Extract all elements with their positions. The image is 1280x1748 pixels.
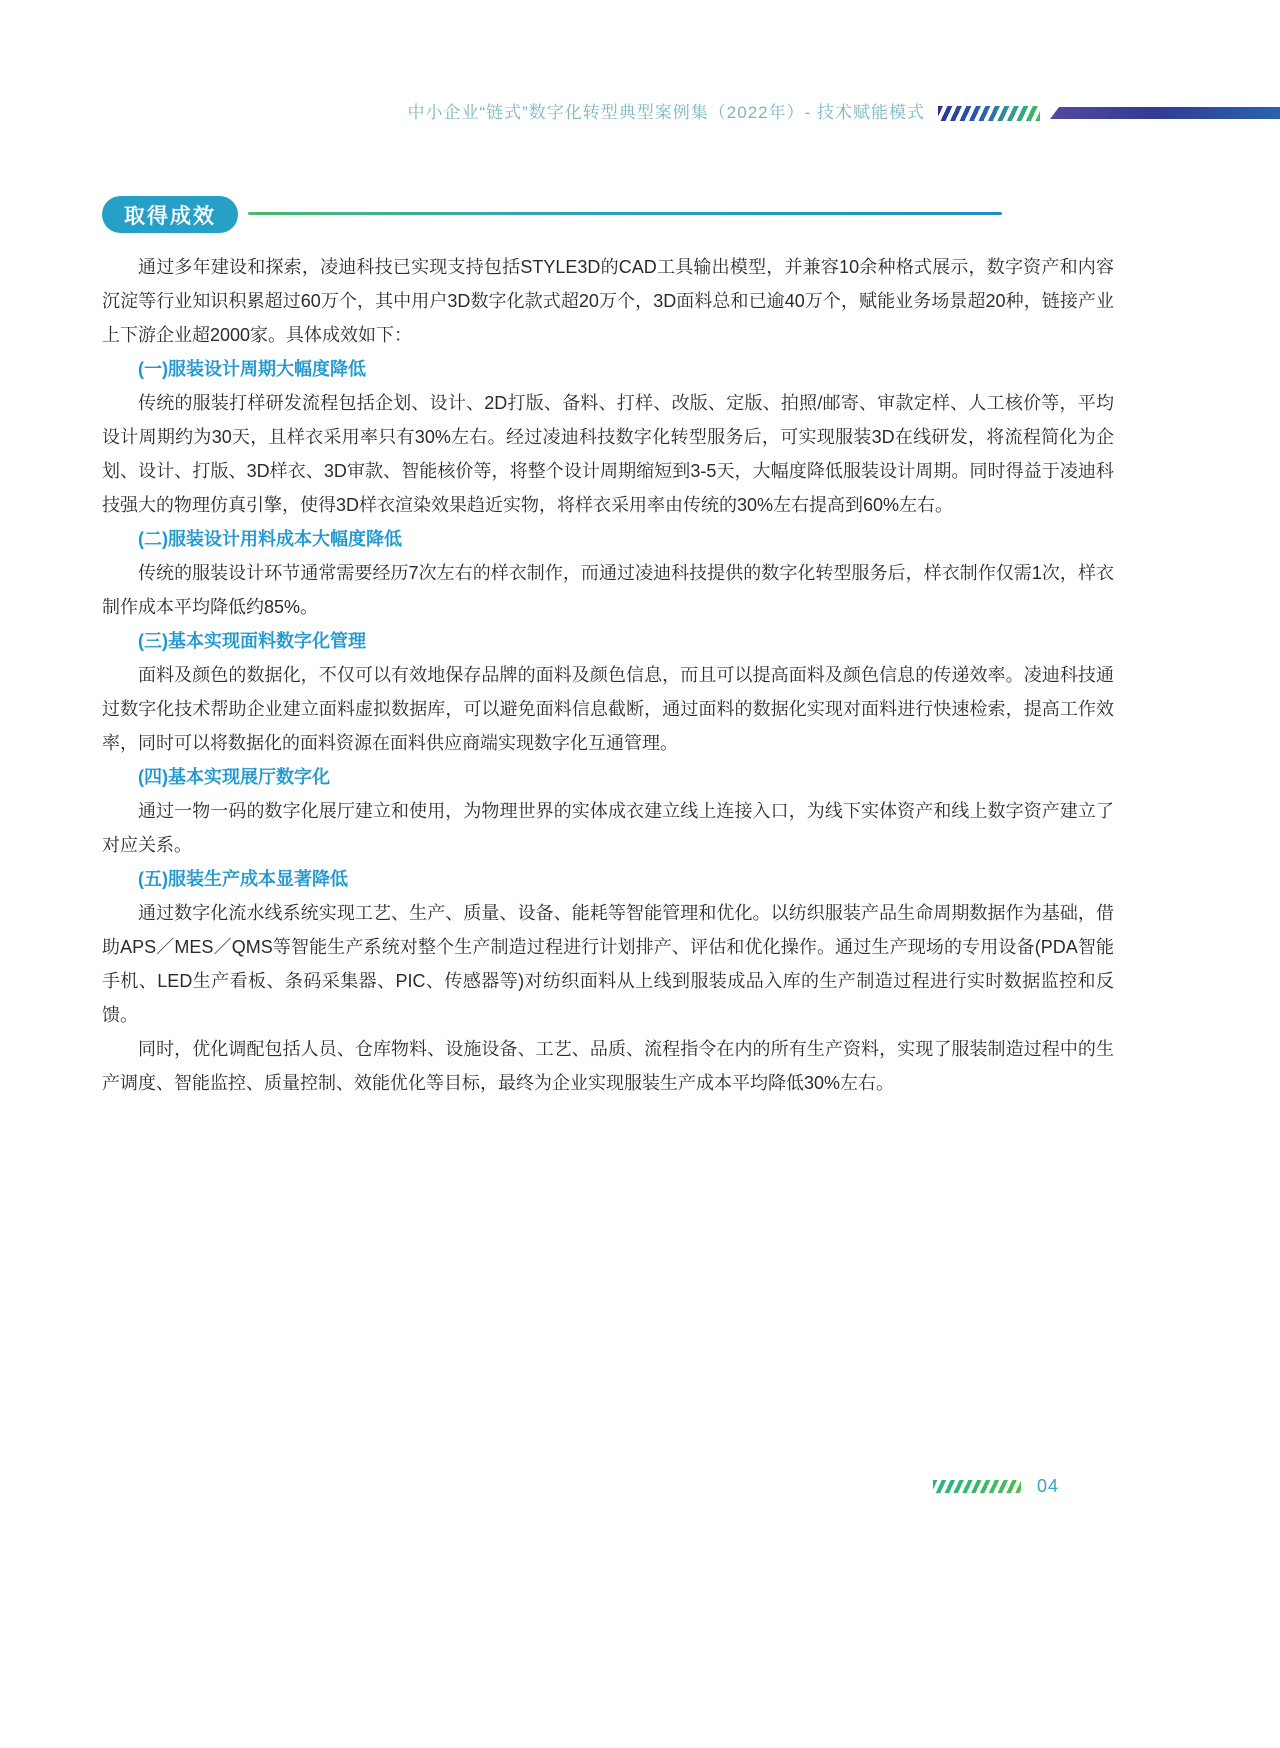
section-1-heading: (一)服装设计周期大幅度降低 (138, 359, 366, 379)
section-5-paragraph-1: 通过数字化流水线系统实现工艺、生产、质量、设备、能耗等智能管理和优化。以纺织服装产品生命周期数据作为基础，借助APS／MES／QMS等智能生产系统对整个生产制造过程进行计划排产、评估和优化操作。通过生产现场的专用设备(PDA智能手机、LED生产看板、条码采集器、PIC、传感器等)对纺织面料从上线到服装成品入库的生产制造过程进行实时数据监控和反馈。 (102, 903, 1114, 1025)
section-4-paragraph: 通过一物一码的数字化展厅建立和使用，为物理世界的实体成衣建立线上连接入口，为线下实体资产和线上数字资产建立了对应关系。 (102, 801, 1114, 855)
section-3-heading: (三)基本实现面料数字化管理 (138, 631, 366, 651)
section-1-paragraph: 传统的服装打样研发流程包括企划、设计、2D打版、备料、打样、改版、定版、拍照/邮寄、审款定样、人工核价等，平均设计周期约为30天，且样衣采用率只有30%左右。经过凌迪科技数字化转型服务后，可实现服装3D在线研发，将流程简化为企划、设计、打版、3D样衣、3D审款、智能核价等，将整个设计周期缩短到3-5天，大幅度降低服装设计周期。同时得益于凌迪科技强大的物理仿真引擎，使得3D样衣渲染效果趋近实物，将样衣采用率由传统的30%左右提高到60%左右。 (102, 393, 1114, 515)
page-footer (933, 1477, 1059, 1495)
section-title-badge: 取得成效 (102, 196, 238, 233)
section-2-heading: (二)服装设计用料成本大幅度降低 (138, 529, 402, 549)
section-4-heading: (四)基本实现展厅数字化 (138, 767, 330, 787)
page-number: 04 (1037, 1475, 1060, 1496)
section-5-paragraph-2: 同时，优化调配包括人员、仓库物料、设施设备、工艺、品质、流程指令在内的所有生产资料，实现了服装制造过程中的生产调度、智能监控、质量控制、效能优化等目标，最终为企业实现服装生产成本平均降低30%左右。 (102, 1039, 1114, 1093)
section-5-heading: (五)服装生产成本显著降低 (138, 869, 348, 889)
section-2 (102, 522, 1114, 624)
page-header (0, 102, 1280, 124)
section-4 (102, 760, 1114, 862)
header-slashes-decoration (938, 106, 1040, 121)
running-header-title: 中小企业“链式”数字化转型典型案例集（2022年）- 技术赋能模式 (407, 103, 925, 122)
intro-paragraph: 通过多年建设和探索，凌迪科技已实现支持包括STYLE3D的CAD工具输出模型，并兼容10余种格式展示，数字资产和内容沉淀等行业知识积累超过60万个，其中用户3D数字化款式超20万个，3D面料总和已逾40万个，赋能业务场景超20种，链接产业上下游企业超2000家。具体成效如下： (102, 257, 1114, 345)
section-title-rule-line (248, 212, 1002, 215)
section-3 (102, 624, 1114, 760)
main-content (102, 250, 1114, 1100)
section-3-paragraph: 面料及颜色的数据化，不仅可以有效地保存品牌的面料及颜色信息，而且可以提高面料及颜色信息的传递效率。凌迪科技通过数字化技术帮助企业建立面料虚拟数据库，可以避免面料信息截断，通过面料的数据化实现对面料进行快速检索，提高工作效率，同时可以将数据化的面料资源在面料供应商端实现数字化互通管理。 (102, 665, 1114, 753)
footer-slashes-decoration (933, 1480, 1021, 1493)
section-2-paragraph: 传统的服装设计环节通常需要经历7次左右的样衣制作，而通过凌迪科技提供的数字化转型服务后，样衣制作仅需1次，样衣制作成本平均降低约85%。 (102, 563, 1114, 617)
section-1 (102, 352, 1114, 522)
header-gradient-bar (1050, 107, 1280, 119)
section-5 (102, 862, 1114, 1100)
